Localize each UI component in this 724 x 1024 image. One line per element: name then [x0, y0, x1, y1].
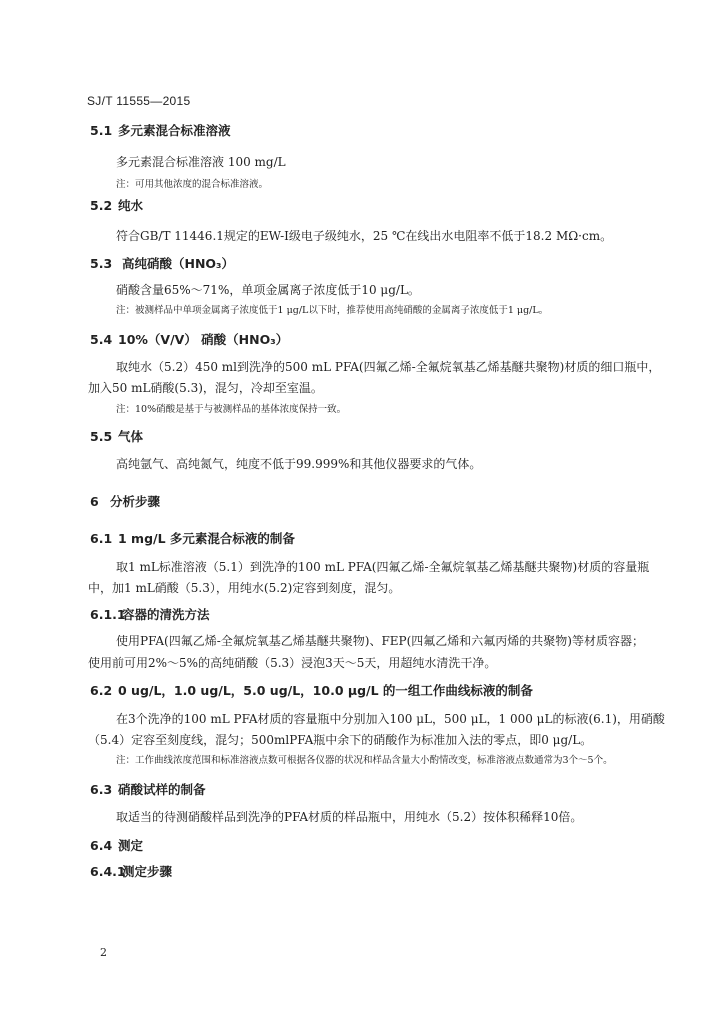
page-number: 2 — [100, 946, 107, 959]
section-number: 6.1 — [90, 531, 113, 546]
standard-number-header: SJ/T 11555—2015 — [87, 94, 191, 108]
section-title: 高纯硝酸（HNO₃） — [122, 256, 235, 271]
section-heading-6-1-1 — [90, 605, 210, 623]
section-heading-5-1 — [90, 121, 231, 139]
note: 注：10%硝酸是基于与被测样品的基体浓度保持一致。 — [116, 404, 347, 415]
section-title: 硝酸试样的制备 — [118, 782, 206, 797]
section-title: 测定 — [118, 838, 144, 853]
section-heading-6-4 — [90, 836, 143, 854]
section-title: 容器的清洗方法 — [122, 607, 210, 622]
section-title: 0 ug/L，1.0 ug/L，5.0 ug/L，10.0 μg/L 的一组工作曲线标液的制备 — [118, 683, 533, 698]
section-title: 1 mg/L 多元素混合标液的制备 — [118, 531, 295, 546]
section-heading-5-5 — [90, 427, 143, 445]
paragraph: 在3个洗净的100 mL PFA材质的容量瓶中分别加入100 μL，500 μL，1 000 μL的标液(6.1)，用硝酸 — [116, 712, 665, 726]
section-title: 分析步骤 — [110, 494, 161, 509]
paragraph: 高纯氩气、高纯氮气，纯度不低于99.999%和其他仪器要求的气体。 — [116, 457, 482, 471]
section-heading-6-2 — [90, 681, 533, 699]
section-heading-6-3 — [90, 780, 206, 798]
section-title: 纯水 — [118, 198, 144, 213]
paragraph: 符合GB/T 11446.1规定的EW-Ⅰ级电子级纯水，25 ℃在线出水电阻率不低于18.2 MΩ·cm。 — [116, 229, 613, 243]
section-heading-6-1 — [90, 529, 295, 547]
note: 注：可用其他浓度的混合标准溶液。 — [116, 179, 269, 190]
paragraph-continuation: 中，加1 mL硝酸（5.3），用纯水(5.2)定容到刻度，混匀。 — [88, 581, 401, 595]
note: 注：工作曲线浓度范围和标准溶液点数可根据各仪器的状况和样品含量大小酌情改变，标准溶液点数通常为3个～5个。 — [116, 755, 613, 766]
paragraph: 使用PFA(四氟乙烯-全氟烷氧基乙烯基醚共聚物)、FEP(四氟乙烯和六氟丙烯的共聚物)等材质容器； — [116, 634, 644, 648]
section-number: 5.1 — [90, 123, 113, 138]
section-heading-5-3 — [90, 254, 234, 272]
paragraph: 硝酸含量65%～71%，单项金属离子浓度低于10 μg/L。 — [116, 283, 420, 297]
section-number: 6.4 — [90, 838, 113, 853]
section-title: 10%（V/V） 硝酸（HNO₃） — [118, 332, 289, 347]
section-number: 6.3 — [90, 782, 113, 797]
section-heading-5-2 — [90, 196, 143, 214]
section-title: 测定步骤 — [122, 864, 173, 879]
paragraph-continuation: 加入50 mL硝酸(5.3)，混匀，冷却至室温。 — [88, 381, 323, 395]
paragraph-continuation: （5.4）定容至刻度线，混匀；500mlPFA瓶中余下的硝酸作为标准加入法的零点，即0 μg/L。 — [88, 733, 593, 747]
chapter-heading-6 — [90, 492, 160, 510]
section-title: 气体 — [118, 429, 144, 444]
section-title: 多元素混合标准溶液 — [118, 123, 231, 138]
section-number: 5.3 — [90, 256, 113, 271]
section-number: 6.4.1 — [90, 864, 126, 879]
section-number: 5.4 — [90, 332, 113, 347]
paragraph-continuation: 使用前可用2%～5%的高纯硝酸（5.3）浸泡3天～5天，用超纯水清洗干净。 — [88, 656, 497, 670]
paragraph: 取纯水（5.2）450 ml到洗净的500 mL PFA(四氟乙烯-全氟烷氧基乙烯基醚共聚物)材质的细口瓶中， — [116, 360, 661, 374]
note: 注：被测样品中单项金属离子浓度低于1 μg/L以下时，推荐使用高纯硝酸的金属离子浓度低于1 μg/L。 — [116, 305, 549, 316]
paragraph: 多元素混合标准溶液 100 mg/L — [116, 155, 286, 169]
section-number: 6.1.1 — [90, 607, 126, 622]
section-heading-6-4-1 — [90, 862, 172, 880]
section-heading-5-4 — [90, 330, 288, 348]
section-number: 6.2 — [90, 683, 113, 698]
section-number: 5.2 — [90, 198, 113, 213]
section-number: 6 — [90, 494, 99, 509]
paragraph: 取适当的待测硝酸样品到洗净的PFA材质的样品瓶中，用纯水（5.2）按体积稀释10倍。 — [116, 810, 583, 824]
paragraph: 取1 mL标准溶液（5.1）到洗净的100 mL PFA(四氟乙烯-全氟烷氧基乙烯基醚共聚物)材质的容量瓶 — [116, 560, 650, 574]
section-number: 5.5 — [90, 429, 113, 444]
